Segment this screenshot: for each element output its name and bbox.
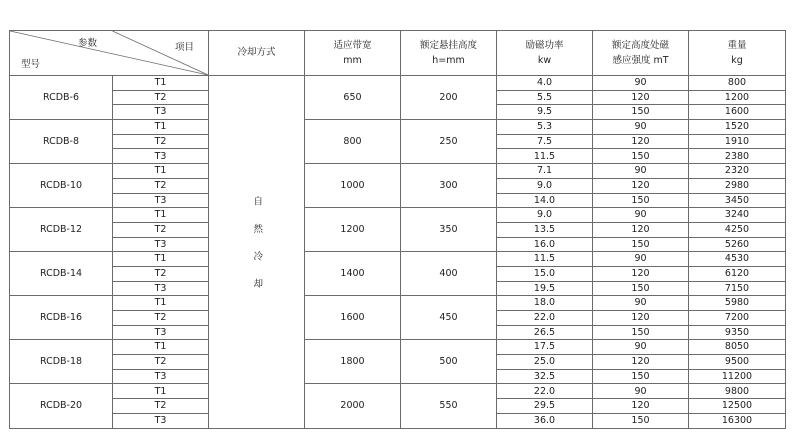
induction-cell: 120	[593, 399, 689, 414]
header-belt-width-line2: mm	[343, 55, 362, 66]
belt-width-cell: 1400	[305, 252, 401, 296]
type-cell: T2	[113, 355, 209, 370]
type-cell: T2	[113, 311, 209, 326]
hang-height-cell: 500	[401, 340, 497, 384]
power-cell: 19.5	[497, 281, 593, 296]
induction-cell: 120	[593, 222, 689, 237]
power-cell: 11.5	[497, 149, 593, 164]
header-induction-line1: 额定高度处磁	[611, 39, 669, 51]
header-params-label: 参数	[78, 38, 98, 49]
power-cell: 18.0	[497, 296, 593, 311]
power-cell: 36.0	[497, 413, 593, 428]
belt-width-cell: 2000	[305, 384, 401, 428]
model-cell: RCDB-18	[10, 340, 113, 384]
weight-cell: 9350	[689, 325, 786, 340]
power-cell: 7.5	[497, 134, 593, 149]
table-body	[10, 31, 786, 429]
induction-cell: 150	[593, 281, 689, 296]
induction-cell: 120	[593, 134, 689, 149]
weight-cell: 16300	[689, 413, 786, 428]
weight-cell: 5980	[689, 296, 786, 311]
induction-cell: 120	[593, 178, 689, 193]
type-cell: T3	[113, 105, 209, 120]
power-cell: 32.5	[497, 369, 593, 384]
table-row	[10, 164, 786, 179]
induction-cell: 150	[593, 149, 689, 164]
belt-width-cell: 1000	[305, 164, 401, 208]
weight-cell: 3240	[689, 208, 786, 223]
model-cell: RCDB-16	[10, 296, 113, 340]
header-weight	[689, 31, 786, 76]
power-cell: 9.0	[497, 178, 593, 193]
table-row	[10, 340, 786, 355]
belt-width-cell: 1800	[305, 340, 401, 384]
belt-width-cell: 650	[305, 76, 401, 120]
table-row	[10, 384, 786, 399]
type-cell: T3	[113, 149, 209, 164]
cooling-cell	[209, 76, 305, 429]
table-row	[10, 252, 786, 267]
induction-cell: 150	[593, 369, 689, 384]
weight-cell: 4250	[689, 222, 786, 237]
weight-cell: 2980	[689, 178, 786, 193]
type-cell: T1	[113, 340, 209, 355]
weight-cell: 4530	[689, 252, 786, 267]
type-cell: T3	[113, 413, 209, 428]
header-model-label: 型号	[21, 59, 41, 70]
induction-cell: 90	[593, 76, 689, 91]
induction-cell: 120	[593, 90, 689, 105]
type-cell: T3	[113, 325, 209, 340]
table-row	[10, 76, 786, 91]
type-cell: T2	[113, 266, 209, 281]
weight-cell: 1910	[689, 134, 786, 149]
type-cell: T1	[113, 164, 209, 179]
weight-cell: 7200	[689, 311, 786, 326]
weight-cell: 9800	[689, 384, 786, 399]
power-cell: 15.0	[497, 266, 593, 281]
power-cell: 11.5	[497, 252, 593, 267]
induction-cell: 90	[593, 120, 689, 135]
header-hang-height-line1: 额定悬挂高度	[419, 39, 477, 51]
table-row	[10, 120, 786, 135]
type-cell: T3	[113, 281, 209, 296]
weight-cell: 800	[689, 76, 786, 91]
header-hang-height	[401, 31, 497, 76]
type-cell: T2	[113, 399, 209, 414]
model-cell: RCDB-8	[10, 120, 113, 164]
power-cell: 16.0	[497, 237, 593, 252]
type-cell: T2	[113, 134, 209, 149]
cooling-value: 自然冷却	[251, 195, 263, 306]
weight-cell: 5260	[689, 237, 786, 252]
power-cell: 9.0	[497, 208, 593, 223]
header-power-line1: 励磁功率	[525, 39, 564, 51]
header-row	[10, 31, 786, 76]
induction-cell: 90	[593, 252, 689, 267]
induction-cell: 150	[593, 105, 689, 120]
type-cell: T1	[113, 208, 209, 223]
induction-cell: 90	[593, 340, 689, 355]
type-cell: T1	[113, 120, 209, 135]
power-cell: 5.3	[497, 120, 593, 135]
type-cell: T3	[113, 193, 209, 208]
power-cell: 22.0	[497, 384, 593, 399]
weight-cell: 12500	[689, 399, 786, 414]
weight-cell: 1200	[689, 90, 786, 105]
model-cell: RCDB-10	[10, 164, 113, 208]
belt-width-cell: 1600	[305, 296, 401, 340]
model-cell: RCDB-12	[10, 208, 113, 252]
hang-height-cell: 350	[401, 208, 497, 252]
power-cell: 29.5	[497, 399, 593, 414]
induction-cell: 120	[593, 311, 689, 326]
header-cooling: 冷却方式	[209, 31, 305, 76]
hang-height-cell: 300	[401, 164, 497, 208]
weight-cell: 8050	[689, 340, 786, 355]
weight-cell: 3450	[689, 193, 786, 208]
induction-cell: 90	[593, 384, 689, 399]
induction-cell: 90	[593, 208, 689, 223]
power-cell: 14.0	[497, 193, 593, 208]
induction-cell: 120	[593, 266, 689, 281]
header-weight-line1: 重量	[727, 39, 747, 51]
hang-height-cell: 450	[401, 296, 497, 340]
power-cell: 25.0	[497, 355, 593, 370]
induction-cell: 150	[593, 325, 689, 340]
induction-cell: 90	[593, 296, 689, 311]
hang-height-cell: 400	[401, 252, 497, 296]
header-items-label: 项目	[174, 42, 194, 53]
weight-cell: 1600	[689, 105, 786, 120]
belt-width-cell: 1200	[305, 208, 401, 252]
table-row	[10, 208, 786, 223]
header-induction-line2: 感应强度 mT	[612, 55, 669, 66]
power-cell: 7.1	[497, 164, 593, 179]
header-belt-width	[305, 31, 401, 76]
power-cell: 26.5	[497, 325, 593, 340]
table-row	[10, 296, 786, 311]
diagonal-header-cell	[10, 31, 209, 76]
hang-height-cell: 550	[401, 384, 497, 428]
type-cell: T2	[113, 178, 209, 193]
power-cell: 13.5	[497, 222, 593, 237]
model-cell: RCDB-20	[10, 384, 113, 428]
header-induction	[593, 31, 689, 76]
weight-cell: 11200	[689, 369, 786, 384]
model-cell: RCDB-14	[10, 252, 113, 296]
weight-cell: 7150	[689, 281, 786, 296]
power-cell: 4.0	[497, 76, 593, 91]
power-cell: 5.5	[497, 90, 593, 105]
hang-height-cell: 250	[401, 120, 497, 164]
weight-cell: 1520	[689, 120, 786, 135]
weight-cell: 6120	[689, 266, 786, 281]
type-cell: T1	[113, 76, 209, 91]
hang-height-cell: 200	[401, 76, 497, 120]
induction-cell: 90	[593, 164, 689, 179]
type-cell: T1	[113, 296, 209, 311]
type-cell: T3	[113, 369, 209, 384]
header-weight-line2: kg	[731, 55, 743, 66]
header-belt-width-line1: 适应带宽	[333, 39, 372, 51]
power-cell: 17.5	[497, 340, 593, 355]
induction-cell: 150	[593, 237, 689, 252]
weight-cell: 9500	[689, 355, 786, 370]
weight-cell: 2320	[689, 164, 786, 179]
belt-width-cell: 800	[305, 120, 401, 164]
header-hang-height-line2: h=mm	[432, 55, 465, 66]
type-cell: T1	[113, 384, 209, 399]
type-cell: T2	[113, 90, 209, 105]
weight-cell: 2380	[689, 149, 786, 164]
induction-cell: 150	[593, 193, 689, 208]
type-cell: T1	[113, 252, 209, 267]
header-power	[497, 31, 593, 76]
induction-cell: 120	[593, 355, 689, 370]
spec-table	[9, 30, 786, 429]
model-cell: RCDB-6	[10, 76, 113, 120]
power-cell: 9.5	[497, 105, 593, 120]
power-cell: 22.0	[497, 311, 593, 326]
type-cell: T2	[113, 222, 209, 237]
type-cell: T3	[113, 237, 209, 252]
header-power-line2: kw	[537, 55, 552, 66]
induction-cell: 150	[593, 413, 689, 428]
